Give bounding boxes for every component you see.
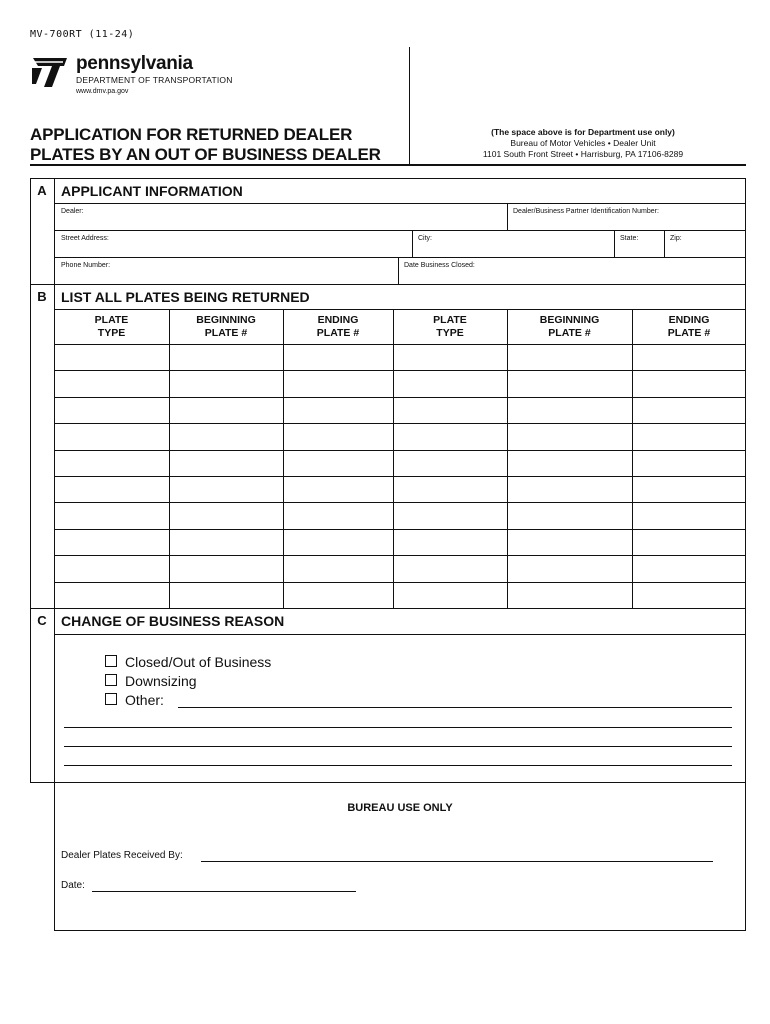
plate-cell[interactable]: [633, 583, 746, 608]
plate-cell[interactable]: [55, 556, 169, 581]
plate-cell[interactable]: [633, 424, 746, 449]
plate-cell[interactable]: [170, 477, 283, 502]
plate-cell[interactable]: [284, 451, 393, 476]
section-c-letter: C: [37, 613, 47, 628]
plate-cell[interactable]: [508, 451, 632, 476]
partner-id-label: Dealer/Business Partner Identification Number:: [513, 208, 659, 215]
form-number: MV-700RT (11-24): [30, 29, 135, 40]
plate-cell[interactable]: [633, 556, 746, 581]
other-reason-line[interactable]: [64, 765, 732, 766]
plate-cell[interactable]: [170, 371, 283, 396]
plate-cell[interactable]: [394, 477, 507, 502]
received-by-line[interactable]: [201, 861, 713, 862]
plate-cell[interactable]: [394, 371, 507, 396]
divider: [54, 634, 746, 635]
plate-cell[interactable]: [55, 583, 169, 608]
column-header: BEGINNING PLATE #: [196, 314, 256, 339]
plate-cell[interactable]: [633, 530, 746, 555]
date-label: Date:: [61, 880, 85, 891]
phone-label: Phone Number:: [61, 262, 111, 269]
other-reason-line[interactable]: [64, 746, 732, 747]
option-closed-label: Closed/Out of Business: [125, 654, 272, 670]
plate-cell[interactable]: [508, 424, 632, 449]
department-use-block: (The space above is for Department use only) Bureau of Motor Vehicles • Dealer Unit 1101 South Front Street • Harrisburg, PA 17106-8289: [482, 127, 684, 159]
option-other[interactable]: [105, 692, 164, 708]
plate-cell[interactable]: [508, 530, 632, 555]
plate-cell[interactable]: [170, 503, 283, 528]
plate-cell[interactable]: [170, 583, 283, 608]
dealer-label: Dealer:: [61, 208, 84, 215]
plate-cell[interactable]: [284, 583, 393, 608]
plate-cell[interactable]: [508, 556, 632, 581]
plate-cell[interactable]: [55, 503, 169, 528]
street-field[interactable]: [54, 230, 412, 257]
section-a-title: APPLICANT INFORMATION: [61, 183, 243, 199]
divider: [54, 309, 746, 310]
plate-cell[interactable]: [633, 503, 746, 528]
plate-cell[interactable]: [508, 503, 632, 528]
plate-cell[interactable]: [508, 345, 632, 370]
checkbox-other[interactable]: [105, 693, 117, 705]
zip-label: Zip:: [670, 235, 682, 242]
option-closed[interactable]: [105, 654, 271, 670]
plate-cell[interactable]: [508, 583, 632, 608]
plate-cell[interactable]: [55, 530, 169, 555]
option-downsizing-label: Downsizing: [125, 673, 197, 689]
plate-cell[interactable]: [170, 451, 283, 476]
plate-cell[interactable]: [394, 503, 507, 528]
date-closed-label: Date Business Closed:: [404, 262, 475, 269]
header-divider: [409, 47, 410, 165]
column-header: ENDING PLATE #: [316, 314, 360, 339]
plate-cell[interactable]: [170, 345, 283, 370]
other-reason-line[interactable]: [64, 727, 732, 728]
plate-cell[interactable]: [284, 424, 393, 449]
plate-cell[interactable]: [508, 398, 632, 423]
zip-field[interactable]: [665, 230, 746, 257]
date-line[interactable]: [92, 891, 356, 892]
plate-cell[interactable]: [508, 477, 632, 502]
state-field[interactable]: [615, 230, 664, 257]
plate-cell[interactable]: [170, 530, 283, 555]
column-header: ENDING PLATE #: [667, 314, 711, 339]
plate-cell[interactable]: [394, 451, 507, 476]
plate-cell[interactable]: [284, 345, 393, 370]
plate-cell[interactable]: [284, 556, 393, 581]
plate-cell[interactable]: [633, 477, 746, 502]
option-downsizing[interactable]: [105, 673, 197, 689]
plate-cell[interactable]: [284, 398, 393, 423]
section-c-title: CHANGE OF BUSINESS REASON: [61, 613, 285, 629]
plate-cell[interactable]: [55, 424, 169, 449]
plate-cell[interactable]: [170, 398, 283, 423]
checkbox-closed[interactable]: [105, 655, 117, 667]
title-rule: [30, 164, 746, 166]
city-label: City:: [418, 235, 432, 242]
website: www.dmv.pa.gov: [76, 88, 129, 95]
plate-cell[interactable]: [284, 503, 393, 528]
plate-cell[interactable]: [284, 477, 393, 502]
plate-cell[interactable]: [55, 477, 169, 502]
plate-cell[interactable]: [633, 371, 746, 396]
plate-cell[interactable]: [170, 424, 283, 449]
city-field[interactable]: [413, 230, 614, 257]
plate-cell[interactable]: [394, 345, 507, 370]
plate-cell[interactable]: [394, 583, 507, 608]
plate-cell[interactable]: [284, 530, 393, 555]
brand-name: pennsylvania: [76, 53, 193, 74]
plate-cell[interactable]: [633, 398, 746, 423]
dealer-field[interactable]: [54, 203, 507, 230]
street-label: Street Address:: [61, 235, 109, 242]
plate-cell[interactable]: [55, 398, 169, 423]
department-name: DEPARTMENT OF TRANSPORTATION: [76, 75, 233, 85]
plate-cell[interactable]: [55, 451, 169, 476]
plate-cell[interactable]: [394, 530, 507, 555]
plate-cell[interactable]: [284, 371, 393, 396]
plate-cell[interactable]: [394, 424, 507, 449]
plate-cell[interactable]: [170, 556, 283, 581]
section-b-title: LIST ALL PLATES BEING RETURNED: [61, 289, 310, 305]
column-header: BEGINNING PLATE #: [539, 314, 600, 339]
column-header: PLATE TYPE: [94, 314, 129, 339]
checkbox-downsizing[interactable]: [105, 674, 117, 686]
form-title: APPLICATION FOR RETURNED DEALER PLATES BY AN OUT OF BUSINESS DEALER: [30, 125, 381, 164]
state-label: State:: [620, 235, 639, 242]
plate-cell[interactable]: [633, 345, 746, 370]
phone-field[interactable]: [54, 257, 398, 285]
date-closed-field[interactable]: [399, 257, 746, 285]
plate-cell[interactable]: [508, 371, 632, 396]
section-a-letter: A: [37, 183, 47, 198]
keystone-logo-icon: [30, 54, 70, 88]
plate-cell[interactable]: [55, 345, 169, 370]
section-b-letter: B: [37, 289, 47, 304]
other-reason-line[interactable]: [178, 707, 732, 708]
partner-id-field[interactable]: [508, 203, 746, 230]
plate-cell[interactable]: [394, 556, 507, 581]
plate-cell[interactable]: [394, 398, 507, 423]
option-other-label: Other:: [125, 692, 164, 708]
bureau-use-title: BUREAU USE ONLY: [347, 802, 453, 814]
plate-cell[interactable]: [55, 371, 169, 396]
received-by-label: Dealer Plates Received By:: [61, 850, 183, 861]
plate-cell[interactable]: [633, 451, 746, 476]
column-header: PLATE TYPE: [433, 314, 467, 339]
